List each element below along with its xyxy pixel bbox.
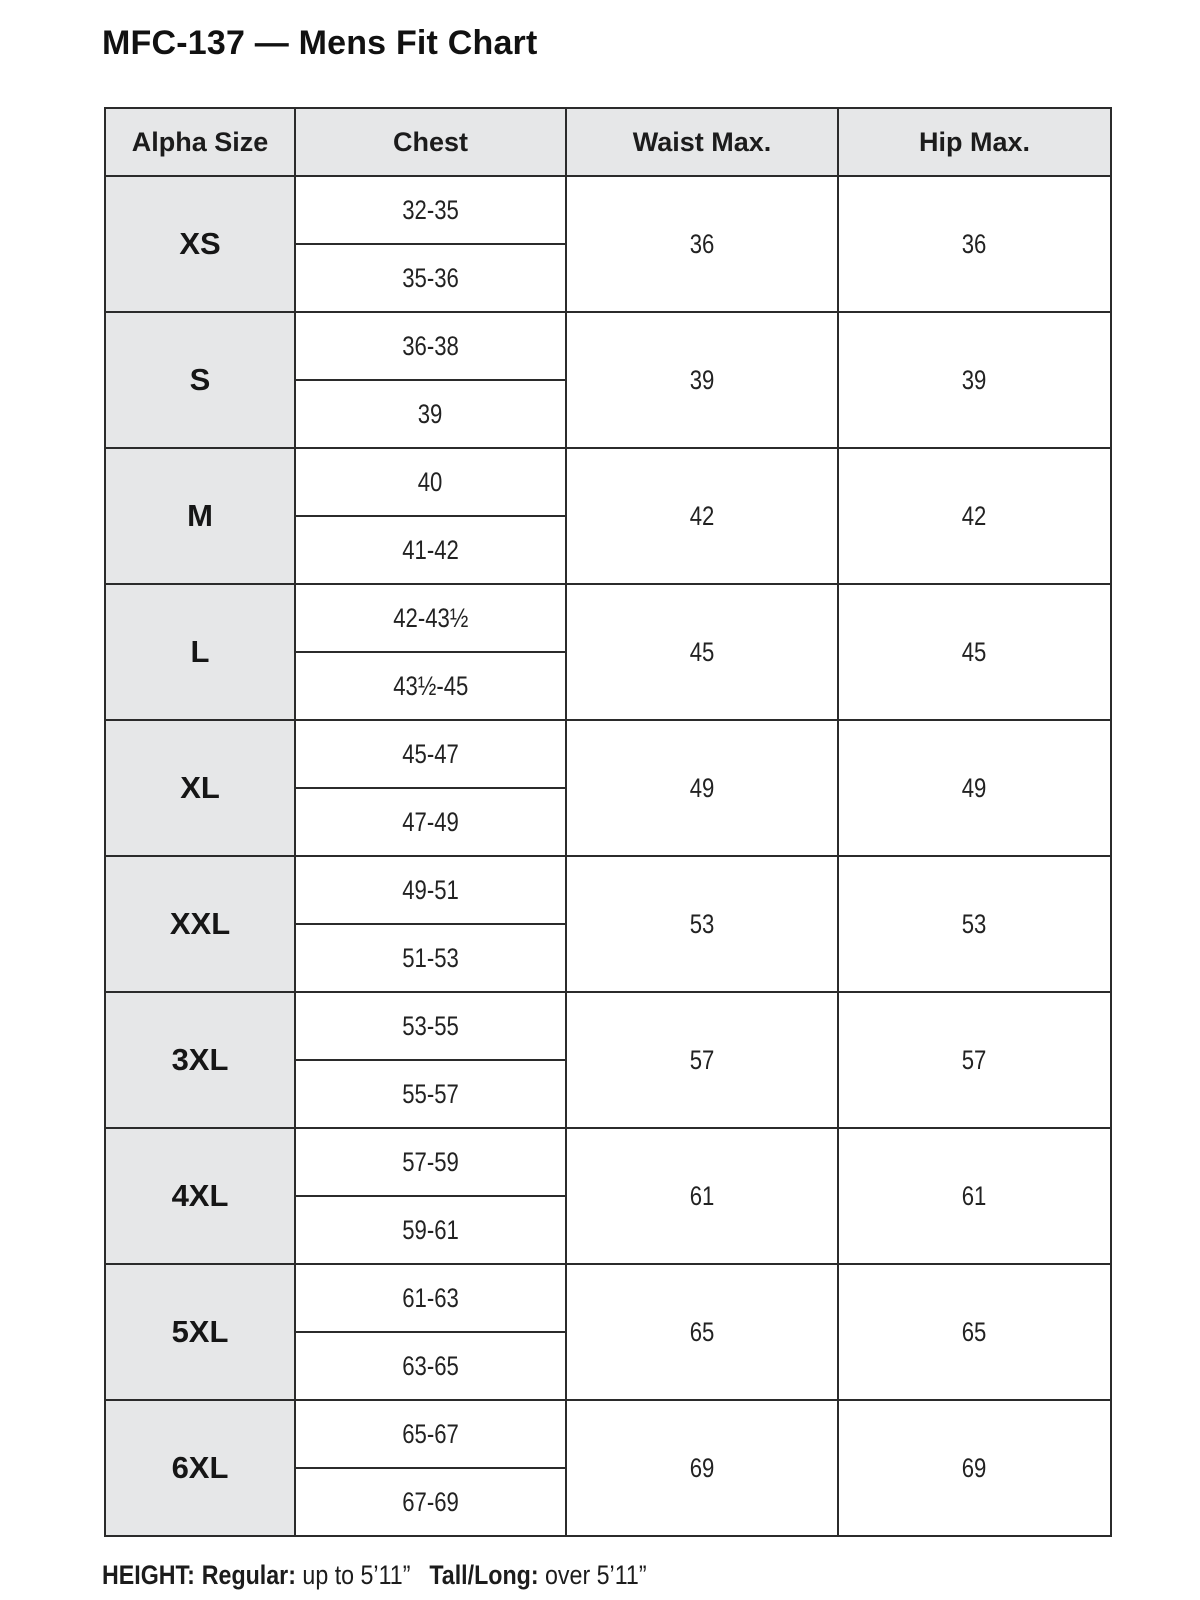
hip-max-cell <box>838 1128 1111 1264</box>
alpha-size-cell: 3XL <box>105 992 295 1128</box>
waist-max-cell <box>566 584 838 720</box>
waist-max-value: 36 <box>689 228 715 259</box>
table-row <box>105 312 1111 380</box>
hip-max-cell <box>838 448 1111 584</box>
tall-value: over 5’11” <box>545 1560 647 1590</box>
chest-value: 47-49 <box>402 806 459 837</box>
chest-cell <box>295 1400 566 1468</box>
chest-cell <box>295 720 566 788</box>
table-header-row <box>105 108 1111 176</box>
table-row <box>105 584 1111 652</box>
chest-value: 39 <box>418 398 443 429</box>
regular-value: up to 5’11” <box>302 1560 411 1590</box>
alpha-size-cell: M <box>105 448 295 584</box>
waist-max-value: 57 <box>689 1044 715 1075</box>
fit-chart-table <box>104 107 1112 1537</box>
chest-cell <box>295 1332 566 1400</box>
hip-max-value: 45 <box>962 636 987 667</box>
waist-max-cell <box>566 1400 838 1536</box>
table-row <box>105 1264 1111 1332</box>
waist-max-cell <box>566 312 838 448</box>
hip-max-value: 49 <box>962 772 987 803</box>
chest-value: 45-47 <box>402 738 459 769</box>
alpha-size-cell: 5XL <box>105 1264 295 1400</box>
header-alpha-size: Alpha Size <box>105 108 295 176</box>
waist-max-value: 45 <box>689 636 715 667</box>
hip-max-value: 57 <box>962 1044 987 1075</box>
chest-value: 51-53 <box>402 942 459 973</box>
hip-max-value: 39 <box>962 364 987 395</box>
waist-max-value: 65 <box>689 1316 715 1347</box>
alpha-size-cell: XXL <box>105 856 295 992</box>
hip-max-cell <box>838 312 1111 448</box>
chest-cell <box>295 1128 566 1196</box>
chest-value: 35-36 <box>402 262 459 293</box>
chest-cell <box>295 1196 566 1264</box>
chest-value: 57-59 <box>402 1146 459 1177</box>
waist-max-value: 69 <box>689 1452 715 1483</box>
chest-value: 49-51 <box>402 874 459 905</box>
alpha-size-cell: 6XL <box>105 1400 295 1536</box>
chest-cell <box>295 584 566 652</box>
regular-label: Regular: <box>201 1560 296 1590</box>
chest-cell <box>295 1060 566 1128</box>
chest-cell <box>295 176 566 244</box>
chest-cell <box>295 516 566 584</box>
alpha-size-cell: L <box>105 584 295 720</box>
chest-cell <box>295 1468 566 1536</box>
hip-max-value: 36 <box>962 228 987 259</box>
chest-value: 43½-45 <box>392 670 469 701</box>
table-row <box>105 1128 1111 1196</box>
chest-cell <box>295 924 566 992</box>
chest-value: 67-69 <box>402 1486 459 1517</box>
hip-max-value: 65 <box>962 1316 987 1347</box>
waist-max-value: 42 <box>689 500 715 531</box>
tall-label: Tall/Long: <box>429 1560 539 1590</box>
hip-max-value: 69 <box>962 1452 987 1483</box>
height-label: HEIGHT: <box>102 1560 195 1590</box>
table-row <box>105 992 1111 1060</box>
hip-max-cell <box>838 856 1111 992</box>
alpha-size-cell: XS <box>105 176 295 312</box>
chest-value: 53-55 <box>402 1010 459 1041</box>
chest-cell <box>295 992 566 1060</box>
hip-max-value: 53 <box>962 908 987 939</box>
hip-max-cell <box>838 1400 1111 1536</box>
chest-cell <box>295 448 566 516</box>
alpha-size-cell: S <box>105 312 295 448</box>
page-title: MFC-137 — Mens Fit Chart <box>102 24 538 62</box>
chest-value: 55-57 <box>402 1078 459 1109</box>
waist-max-value: 61 <box>689 1180 715 1211</box>
chest-value: 61-63 <box>402 1282 459 1313</box>
chest-value: 65-67 <box>402 1418 459 1449</box>
height-note <box>102 1560 735 1591</box>
hip-max-cell <box>838 720 1111 856</box>
chest-value: 40 <box>418 466 443 497</box>
hip-max-cell <box>838 992 1111 1128</box>
chest-value: 59-61 <box>402 1214 459 1245</box>
hip-max-value: 42 <box>962 500 987 531</box>
table-row <box>105 720 1111 788</box>
header-chest: Chest <box>295 108 566 176</box>
table-row <box>105 856 1111 924</box>
chest-cell <box>295 652 566 720</box>
waist-max-cell <box>566 856 838 992</box>
chest-cell <box>295 856 566 924</box>
hip-max-cell <box>838 584 1111 720</box>
hip-max-cell <box>838 1264 1111 1400</box>
chest-value: 63-65 <box>402 1350 459 1381</box>
waist-max-value: 39 <box>689 364 715 395</box>
alpha-size-cell: XL <box>105 720 295 856</box>
chest-cell <box>295 244 566 312</box>
chest-cell <box>295 788 566 856</box>
hip-max-cell <box>838 176 1111 312</box>
chest-value: 42-43½ <box>392 602 469 633</box>
chest-value: 32-35 <box>402 194 459 225</box>
waist-max-cell <box>566 176 838 312</box>
table-row <box>105 1400 1111 1468</box>
waist-max-cell <box>566 448 838 584</box>
alpha-size-cell: 4XL <box>105 1128 295 1264</box>
chest-value: 41-42 <box>402 534 459 565</box>
table-body <box>105 176 1111 1536</box>
waist-max-cell <box>566 1128 838 1264</box>
waist-max-cell <box>566 720 838 856</box>
chest-cell <box>295 380 566 448</box>
hip-max-value: 61 <box>962 1180 987 1211</box>
chest-cell <box>295 1264 566 1332</box>
waist-max-value: 53 <box>689 908 715 939</box>
table-row <box>105 448 1111 516</box>
waist-max-cell <box>566 992 838 1128</box>
chest-value: 36-38 <box>402 330 459 361</box>
header-hip-max: Hip Max. <box>838 108 1111 176</box>
header-waist-max: Waist Max. <box>566 108 838 176</box>
waist-max-value: 49 <box>689 772 715 803</box>
table-row <box>105 176 1111 244</box>
chest-cell <box>295 312 566 380</box>
waist-max-cell <box>566 1264 838 1400</box>
